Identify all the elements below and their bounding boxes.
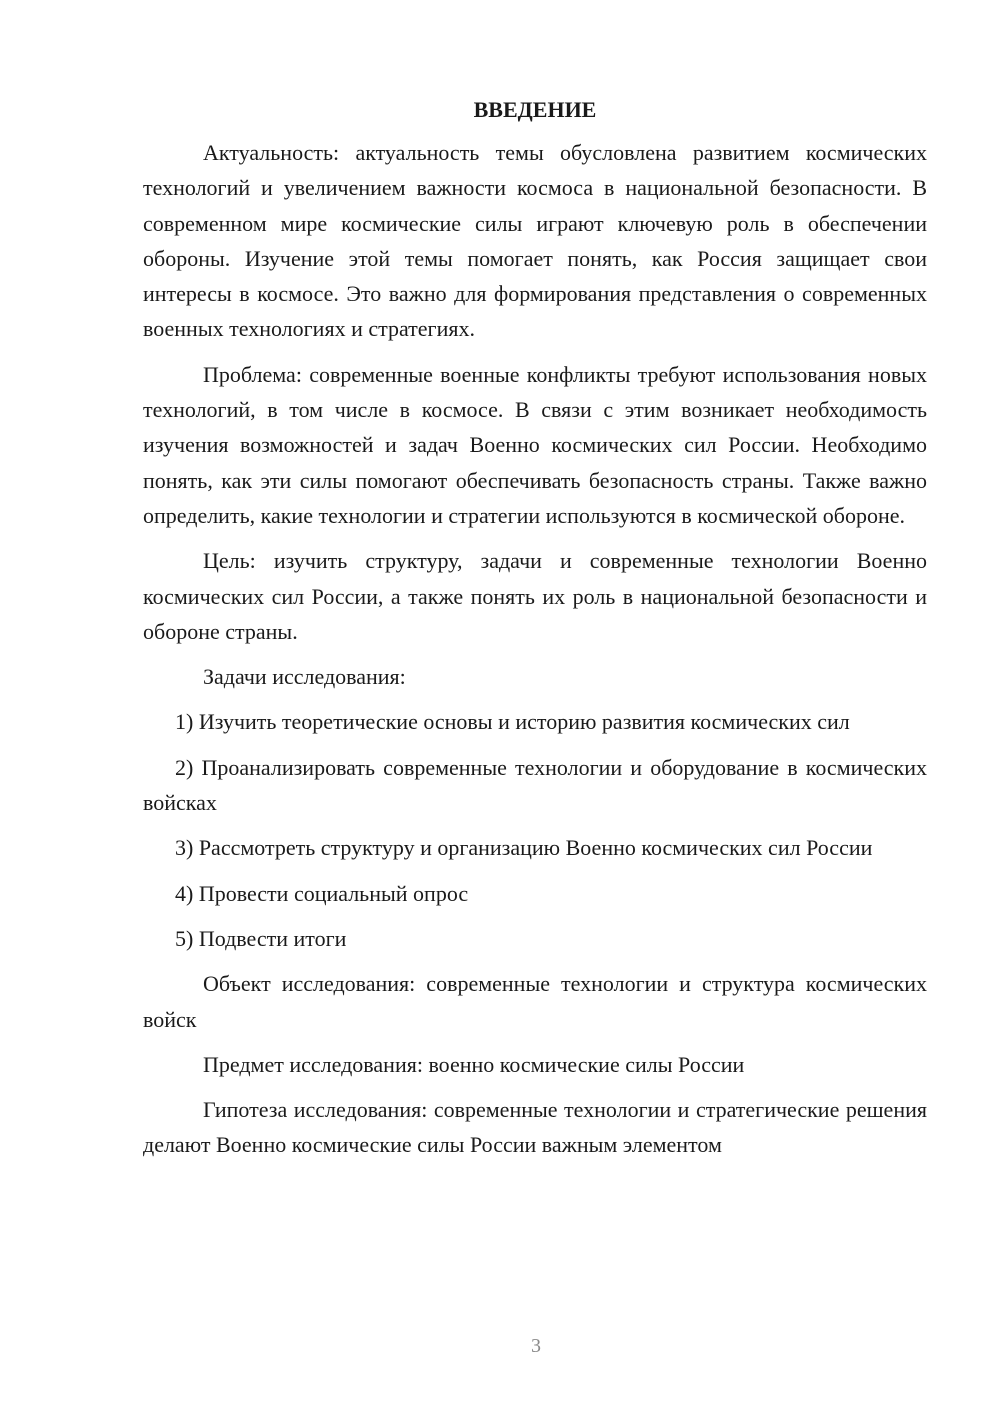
task-item: 1) Изучить теоретические основы и историю развития космических сил [175, 709, 850, 735]
task-item: 2) Проанализировать современные технологии и оборудование в космических войсках [143, 754, 927, 816]
task-item: 5) Подвести итоги [175, 925, 347, 951]
problem-paragraph: Проблема: современные военные конфликты требуют использования новых технологий, в том числе в космосе. В связи с этим возникает необходимость изучения возможностей и задач Военно космических сил России. Необходимо понять, как эти силы помогают обеспечивать безопасность страны. Также важно определить, какие технологии и стратегии используются в космической обороне. [143, 361, 927, 528]
subject-paragraph: Предмет исследования: военно космические силы России [203, 1051, 745, 1077]
hypothesis-paragraph: Гипотеза исследования: современные технологии и стратегические решения делают Военно космические силы России важным элементом [143, 1097, 927, 1158]
document-body [143, 95, 927, 1173]
task-item: 3) Рассмотреть структуру и организацию Военно космических сил России [175, 835, 873, 861]
relevance-paragraph: Актуальность: актуальность темы обусловлена развитием космических технологий и увеличением важности космоса в национальной безопасности. В современном мире космические силы играют ключевую роль в обеспечении обороны. Изучение этой темы помогает понять, как Россия защищает свои интересы в космосе. Это важно для формирования представления о современных военных технологиях и стратегиях. [143, 140, 927, 342]
object-paragraph: Объект исследования: современные технологии и структура космических войск [143, 971, 927, 1032]
page-number: 3 [531, 1335, 541, 1357]
page-title: ВВЕДЕНИЕ [473, 97, 597, 122]
tasks-heading: Задачи исследования: [203, 664, 406, 690]
task-item: 4) Провести социальный опрос [175, 880, 469, 906]
goal-paragraph: Цель: изучить структуру, задачи и современные технологии Военно космических сил России, а также понять их роль в национальной безопасности и обороне страны. [143, 548, 927, 644]
